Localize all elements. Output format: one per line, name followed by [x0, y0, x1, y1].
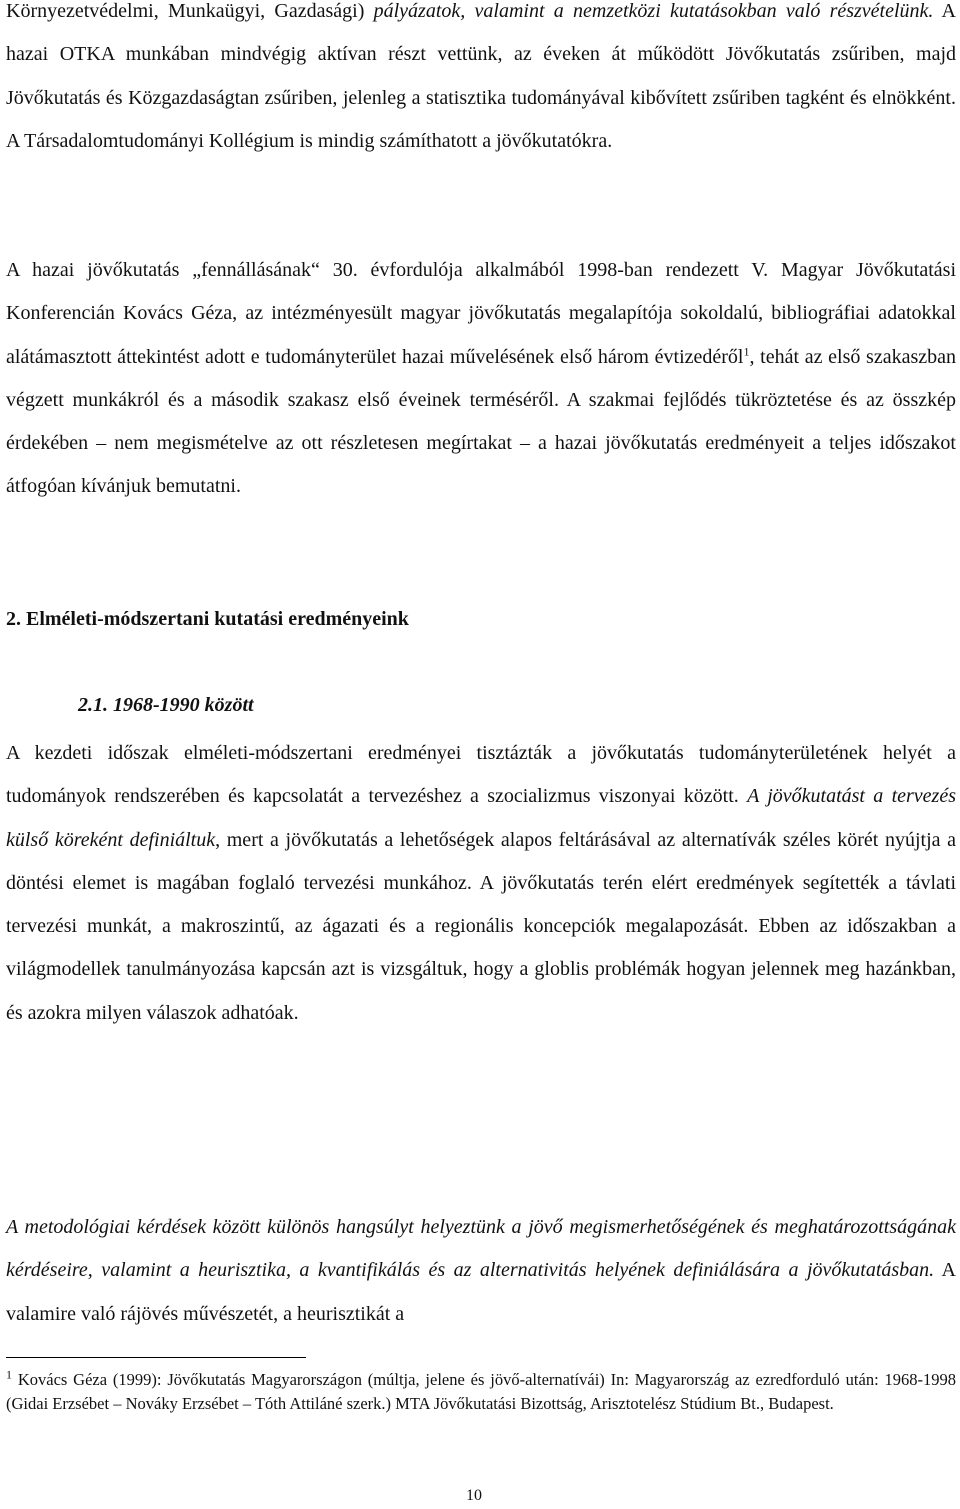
footnote	[6, 1368, 956, 1415]
paragraph-text: , mert a jövőkutatás a lehetőségek alapos feltárásával az alternatívák széles körét nyújtja a döntési elemet is magában foglaló tervezési munkához. A jövőkutatás terén elért eredmények segítették a távlati tervezési munkát, a makroszintű, az ágazati és a regionális koncepciók megalapozását. Ebben az időszakban a világmodellek tanulmányozása kapcsán azt is vizsgáltuk, hogy a globlis problémák hogyan jelennek meg hazánkban, és azokra milyen válaszok adhatóak.	[6, 828, 957, 1024]
paragraph-text: , tehát az első szakaszban végzett munkákról és a második szakasz első éveinek terméséről. A szakmai fejlődés tükröztetése és az összkép érdekében – nem megismételve az ott részletesen megírtakat – a hazai jövőkutatás eredményeit a teljes időszakot átfogóan kívánjuk bemutatni.	[6, 345, 957, 498]
paragraph-text: A kezdeti időszak elméleti-módszertani eredményei tisztázták a jövőkutatás tudományterületének helyét a tudományok rendszerében és kapcsolatát a tervezéshez a szocializmus viszonyai között.	[6, 742, 956, 808]
paragraph-text: A hazai jövőkutatás „fennállásának“ 30. évfordulója alkalmából 1998-ban rendezett V. Magyar Jövőkutatási Konferencián Kovács Géza, az intézményesült magyar jövőkutatás megalapítója sokoldalú, bibliográfiai adatokkal alátámasztott áttekintést adott e tudományterület hazai művelésének első három évtizedéről	[6, 259, 956, 368]
paragraph-methodology	[6, 1206, 956, 1336]
section-heading: 2. Elméleti-módszertani kutatási eredményeink	[6, 608, 409, 630]
footnote-text: Kovács Géza (1999): Jövőkutatás Magyarországon (múltja, jelene és jövő-alternatívái) In: Magyarország az ezredforduló után: 1968-1998 (Gidai Erzsébet – Nováky Erzsébet – Tóth Attiláné szerk.) MTA Jövőkutatási Bizottság, Arisztotelész Stúdium Bt., Budapest.	[6, 1370, 956, 1413]
page-number: 10	[466, 1487, 482, 1504]
footnote-reference[interactable]: 1	[743, 343, 750, 358]
subsection-heading: 2.1. 1968-1990 között	[78, 694, 254, 716]
paragraph-text: Környezetvédelmi, Munkaügyi, Gazdasági)	[6, 0, 374, 22]
paragraph-italic-text: pályázatok, valamint a nemzetközi kutatásokban való részvételünk.	[373, 0, 934, 22]
paragraph-anniversary	[6, 249, 956, 509]
paragraph-italic-text: A jövőkutatást a tervezés külső köreként definiáltuk	[6, 785, 956, 851]
footnote-separator	[6, 1357, 306, 1358]
paragraph-intro-continuation	[6, 0, 956, 163]
footnote-mark: 1	[6, 1367, 12, 1382]
paragraph-text: A valamire való rájövés művészetét, a heurisztikát a	[6, 1259, 956, 1325]
paragraph-text: A hazai OTKA munkában mindvégig aktívan részt vettünk, az éveken át működött Jövőkutatás zsűriben, majd Jövőkutatás és Közgazdaságtan zsűriben, jelenleg a statisztika tudományával kibővített zsűriben tagként és elnökként. A Társadalomtudományi Kollégium is mindig számíthatott a jövőkutatókra.	[6, 0, 957, 152]
paragraph-italic-text: A metodológiai kérdések között különös hangsúlyt helyeztünk a jövő megismerhetőségének és meghatározottságának kérdéseire, valamint a heurisztika, a kvantifikálás és az alternativitás helyének definiálására a jövőkutatásban.	[6, 1216, 956, 1282]
paragraph-early-period	[6, 732, 956, 1035]
